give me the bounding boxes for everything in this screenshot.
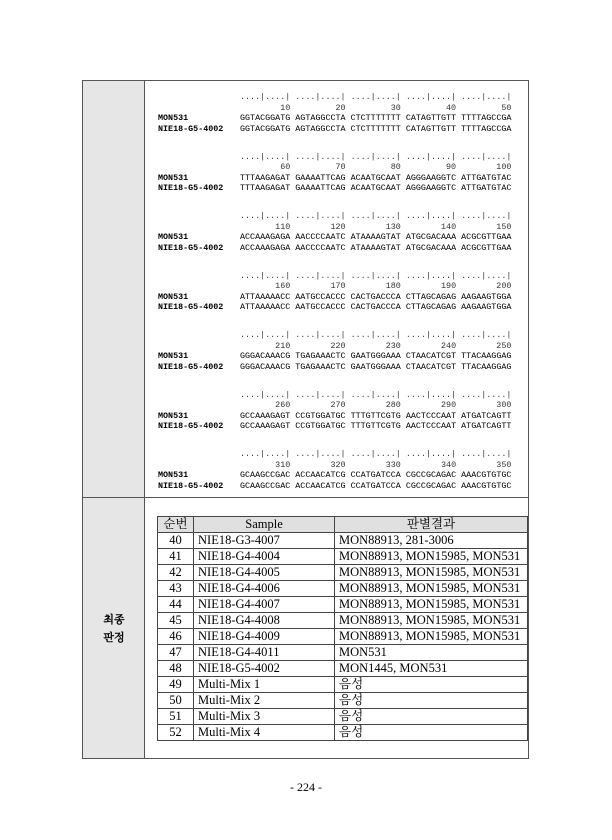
sample-name: Multi-Mix 4 — [194, 725, 335, 741]
name-spacer — [158, 341, 240, 352]
result: MON1445, MON531 — [335, 661, 528, 677]
sequence-name: MON531 — [158, 113, 189, 123]
name-spacer — [158, 162, 240, 173]
sequence-name: MON531 — [158, 172, 189, 183]
position-number: 300 — [496, 400, 512, 410]
sequence-row — [158, 124, 511, 135]
position-line — [158, 341, 511, 352]
table-row — [158, 661, 528, 677]
page-number: - 224 - — [290, 780, 322, 794]
position-line — [158, 460, 511, 471]
alignment-block — [158, 152, 511, 212]
table-row — [158, 581, 528, 597]
sequence-name: NIE18-G5-4002 — [158, 302, 224, 312]
position-number: 110 — [275, 221, 291, 232]
ruler-line — [158, 211, 511, 222]
section-label-line2: 판정 — [103, 631, 125, 644]
ruler-line — [158, 330, 511, 341]
position-number: 250 — [496, 340, 512, 351]
position-number: 30 — [390, 102, 401, 113]
results-table — [157, 516, 528, 741]
position-number: 90 — [446, 162, 457, 172]
row-number: 44 — [158, 597, 194, 613]
sample-name: NIE18-G4-4005 — [194, 565, 335, 581]
name-spacer — [158, 271, 240, 282]
sequence-row — [158, 173, 511, 184]
position-line — [158, 281, 511, 292]
position-number: 70 — [335, 162, 346, 172]
row-number: 49 — [158, 677, 194, 693]
position-numbers — [240, 460, 511, 471]
table-row — [158, 645, 528, 661]
section-label — [83, 611, 145, 647]
name-spacer — [158, 330, 240, 341]
position-number: 180 — [385, 281, 401, 291]
alignment-block — [158, 92, 511, 152]
row-number: 51 — [158, 709, 194, 725]
position-number: 200 — [496, 281, 512, 291]
sequence-row — [158, 470, 511, 481]
sequence-name: MON531 — [158, 351, 189, 361]
position-number: 80 — [390, 162, 401, 172]
name-spacer — [158, 281, 240, 292]
position-line — [158, 103, 511, 114]
sample-name: NIE18-G4-4009 — [194, 629, 335, 645]
name-spacer — [158, 400, 240, 411]
header-result: 판별결과 — [335, 517, 528, 533]
sequence-row — [158, 421, 511, 432]
table-row — [158, 533, 528, 549]
row-number: 47 — [158, 645, 194, 661]
position-number: 330 — [385, 459, 401, 470]
position-line — [158, 400, 511, 411]
ruler: ....|....| ....|....| ....|....| ....|....| ....|....| — [240, 449, 512, 459]
position-line — [158, 162, 511, 173]
sequence-row — [158, 243, 511, 254]
position-number: 340 — [441, 459, 457, 470]
sequence-row — [158, 481, 511, 492]
position-number: 20 — [335, 102, 346, 113]
table-row — [158, 693, 528, 709]
position-number: 260 — [275, 400, 291, 410]
name-spacer — [158, 390, 240, 401]
position-number: 270 — [330, 400, 346, 410]
ruler-line — [158, 390, 511, 401]
name-spacer — [158, 449, 240, 460]
position-number: 160 — [275, 281, 291, 291]
sample-name: NIE18-G4-4006 — [194, 581, 335, 597]
result: 음성 — [335, 677, 528, 693]
sequence-row — [158, 411, 511, 422]
position-number: 290 — [441, 400, 457, 410]
alignment-block — [158, 271, 511, 331]
sequence-name: NIE18-G5-4002 — [158, 361, 224, 372]
sequence: GCAAGCCGAC ACCAACATCG CCATGATCCA CGCCGCAGAC AAACGTGTGC — [240, 480, 512, 491]
ruler: ....|....| ....|....| ....|....| ....|....| ....|....| — [240, 151, 512, 162]
position-number: 120 — [330, 221, 346, 232]
sequence: GGGACAAACG TGAGAAACTC GAATGGGAAA CTAACATCGT TTACAAGGAG — [240, 351, 512, 361]
position-number: 140 — [441, 221, 457, 232]
name-spacer — [158, 92, 240, 103]
label-column — [83, 81, 145, 758]
result: 음성 — [335, 709, 528, 725]
sequence-name: NIE18-G5-4002 — [158, 421, 224, 431]
sequence-alignment — [158, 92, 511, 509]
row-number: 48 — [158, 661, 194, 677]
result: MON88913, MON15985, MON531 — [335, 549, 528, 565]
sequence-name: NIE18-G5-4002 — [158, 123, 224, 134]
sequence: GCCAAAGAGT CCGTGGATGC TTTGTTCGTG AACTCCCAAT ATGATCAGTT — [240, 421, 512, 431]
sequence-row — [158, 183, 511, 194]
table-row — [158, 677, 528, 693]
ruler: ....|....| ....|....| ....|....| ....|....| ....|....| — [240, 92, 512, 102]
ruler-line — [158, 92, 511, 103]
position-number: 280 — [385, 400, 401, 410]
row-number: 52 — [158, 725, 194, 741]
row-number: 45 — [158, 613, 194, 629]
sequence-name: MON531 — [158, 410, 189, 421]
sequence: ACCAAAGAGA AACCCCAATC ATAAAAGTAT ATGCGACAAA ACGCGTTGAA — [240, 232, 512, 242]
header-sample: Sample — [194, 517, 335, 533]
sequence-name: NIE18-G5-4002 — [158, 242, 224, 253]
alignment-block — [158, 330, 511, 390]
sequence: GCCAAAGAGT CCGTGGATGC TTTGTTCGTG AACTCCCAAT ATGATCAGTT — [240, 410, 512, 421]
result: 음성 — [335, 693, 528, 709]
sequence: ATTAAAAACC AATGCCACCC CACTGACCCA CTTAGCAGAG AAGAAGTGGA — [240, 302, 512, 312]
result: 음성 — [335, 725, 528, 741]
name-spacer — [158, 211, 240, 222]
result: MON88913, MON15985, MON531 — [335, 597, 528, 613]
ruler-line — [158, 152, 511, 163]
sequence: ATTAAAAACC AATGCCACCC CACTGACCCA CTTAGCAGAG AAGAAGTGGA — [240, 291, 512, 302]
ruler-line — [158, 449, 511, 460]
sample-name: NIE18-G4-4004 — [194, 549, 335, 565]
position-number: 240 — [441, 340, 457, 351]
result: MON88913, MON15985, MON531 — [335, 629, 528, 645]
header-number: 순번 — [158, 517, 194, 533]
position-numbers — [240, 281, 511, 292]
sequence: GGTACGGATG AGTAGGCCTA CTCTTTTTTT CATAGTTGTT TTTTAGCCGA — [240, 123, 512, 134]
sequence-row — [158, 302, 511, 313]
table-row — [158, 629, 528, 645]
ruler-line — [158, 271, 511, 282]
position-number: 190 — [441, 281, 457, 291]
position-numbers — [240, 400, 511, 411]
sequence-row — [158, 362, 511, 373]
sample-name: NIE18-G4-4008 — [194, 613, 335, 629]
row-number: 40 — [158, 533, 194, 549]
position-number: 130 — [385, 221, 401, 232]
row-number: 46 — [158, 629, 194, 645]
position-numbers — [240, 222, 511, 233]
sequence-name: NIE18-G5-4002 — [158, 480, 224, 491]
name-spacer — [158, 222, 240, 233]
sequence-name: MON531 — [158, 291, 189, 302]
result: MON88913, MON15985, MON531 — [335, 613, 528, 629]
sequence: TTTAAGAGAT GAAAATTCAG ACAATGCAAT AGGGAAGGTC ATTGATGTAC — [240, 183, 512, 193]
row-number: 50 — [158, 693, 194, 709]
position-number: 150 — [496, 221, 512, 232]
name-spacer — [158, 152, 240, 163]
table-row — [158, 725, 528, 741]
name-spacer — [158, 103, 240, 114]
table-row — [158, 565, 528, 581]
position-number: 310 — [275, 459, 291, 470]
sequence-row — [158, 351, 511, 362]
sample-name: NIE18-G5-4002 — [194, 661, 335, 677]
position-number: 100 — [496, 162, 512, 172]
result: MON531 — [335, 645, 528, 661]
sample-name: NIE18-G3-4007 — [194, 533, 335, 549]
result: MON88913, MON15985, MON531 — [335, 581, 528, 597]
sequence-row — [158, 113, 511, 124]
ruler: ....|....| ....|....| ....|....| ....|....| ....|....| — [240, 389, 512, 400]
sample-name: Multi-Mix 3 — [194, 709, 335, 725]
sequence: ACCAAAGAGA AACCCCAATC ATAAAAGTAT ATGCGACAAA ACGCGTTGAA — [240, 242, 512, 253]
position-number: 50 — [501, 102, 512, 113]
sequence-row — [158, 292, 511, 303]
alignment-block — [158, 390, 511, 450]
sample-name: Multi-Mix 1 — [194, 677, 335, 693]
ruler: ....|....| ....|....| ....|....| ....|....| ....|....| — [240, 330, 512, 340]
position-number: 10 — [280, 102, 291, 113]
position-number: 40 — [446, 102, 457, 113]
position-number: 170 — [330, 281, 346, 291]
table-row — [158, 613, 528, 629]
sequence-name: NIE18-G5-4002 — [158, 183, 224, 193]
position-number: 350 — [496, 459, 512, 470]
table-row — [158, 597, 528, 613]
sequence: GCAAGCCGAC ACCAACATCG CCATGATCCA CGCCGCAGAC AAACGTGTGC — [240, 470, 512, 480]
row-number: 41 — [158, 549, 194, 565]
name-spacer — [158, 460, 240, 471]
sequence-name: MON531 — [158, 470, 189, 480]
section-label-line1: 최종 — [103, 613, 125, 626]
sequence: TTTAAGAGAT GAAAATTCAG ACAATGCAAT AGGGAAGGTC ATTGATGTAC — [240, 172, 512, 183]
sample-name: NIE18-G4-4011 — [194, 645, 335, 661]
alignment-block — [158, 449, 511, 509]
ruler: ....|....| ....|....| ....|....| ....|....| ....|....| — [240, 211, 512, 221]
position-numbers — [240, 341, 511, 352]
alignment-block — [158, 211, 511, 271]
position-line — [158, 222, 511, 233]
position-numbers — [240, 162, 511, 173]
position-number: 320 — [330, 459, 346, 470]
sample-name: NIE18-G4-4007 — [194, 597, 335, 613]
result: MON88913, MON15985, MON531 — [335, 565, 528, 581]
position-numbers — [240, 103, 511, 114]
sequence: GGTACGGATG AGTAGGCCTA CTCTTTTTTT CATAGTTGTT TTTTAGCCGA — [240, 113, 512, 123]
sequence-row — [158, 232, 511, 243]
row-number: 42 — [158, 565, 194, 581]
table-row — [158, 549, 528, 565]
position-number: 220 — [330, 340, 346, 351]
sequence-name: MON531 — [158, 232, 189, 242]
table-header-row — [158, 517, 528, 533]
position-number: 230 — [385, 340, 401, 351]
sample-name: Multi-Mix 2 — [194, 693, 335, 709]
sequence: GGGACAAACG TGAGAAACTC GAATGGGAAA CTAACATCGT TTACAAGGAG — [240, 361, 512, 372]
ruler: ....|....| ....|....| ....|....| ....|....| ....|....| — [240, 270, 512, 281]
position-number: 210 — [275, 340, 291, 351]
table-row — [158, 709, 528, 725]
row-number: 43 — [158, 581, 194, 597]
result: MON88913, 281-3006 — [335, 533, 528, 549]
position-number: 60 — [280, 162, 291, 172]
